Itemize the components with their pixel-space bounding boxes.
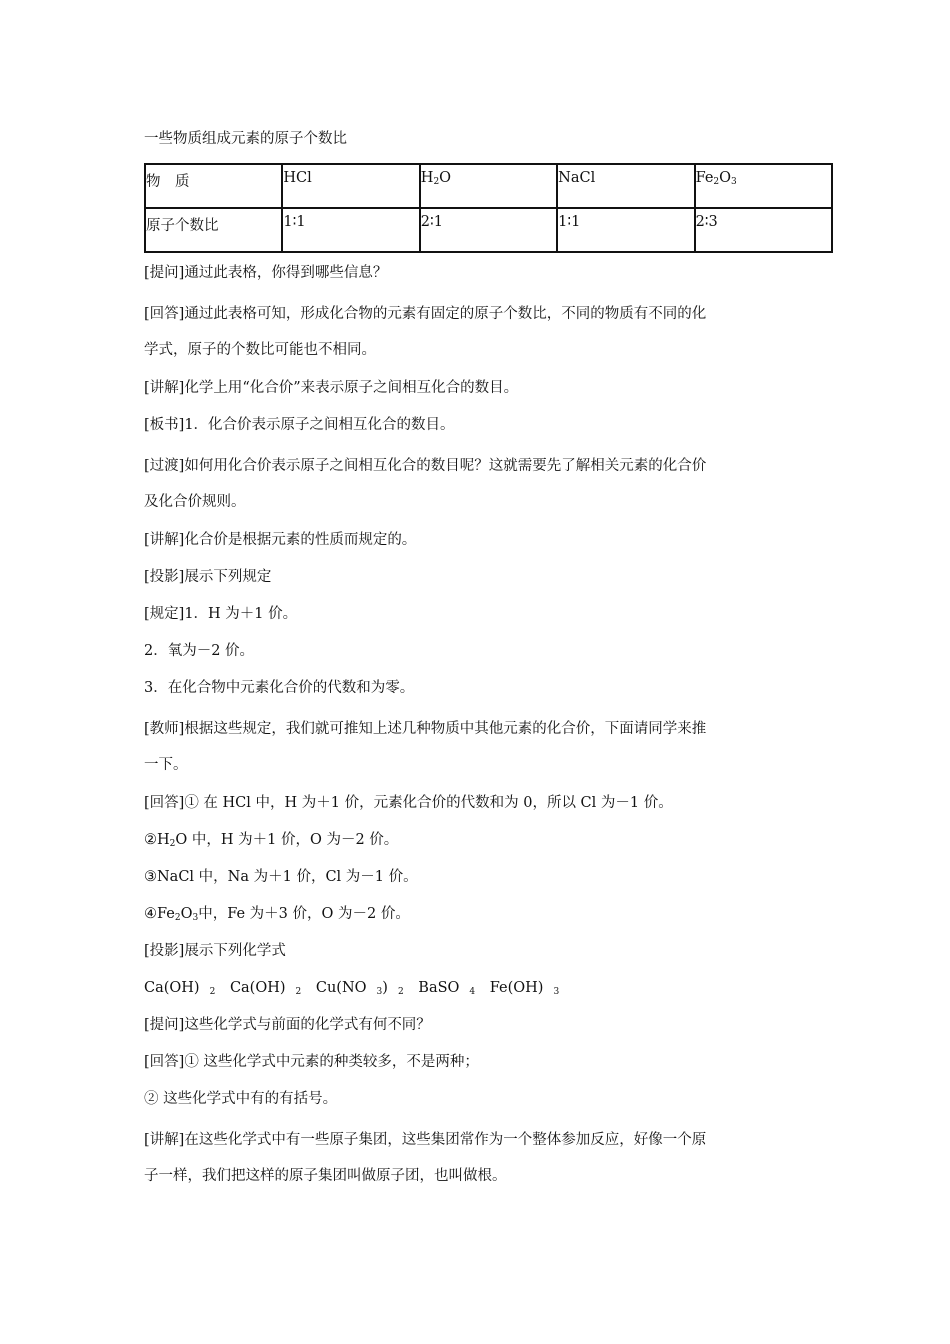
- table-row-substance: [145, 164, 832, 208]
- paragraph-rule-2: 2．氧为－2 价。: [144, 643, 255, 659]
- paragraph-answer-h2o: $②H_2O$ 中，H 为＋1 价，O 为－2 价。: [144, 832, 399, 849]
- paragraph-explain-3-cont: 子一样，我们把这样的原子集团叫做原子团，也叫做根。: [144, 1168, 507, 1184]
- formula-list: [144, 970, 834, 1007]
- paragraph-question-2: [提问]这些化学式与前面的化学式有何不同？: [144, 1017, 431, 1033]
- cell-substance-nacl: NaCl: [557, 164, 694, 208]
- paragraph-answer-2b: ② 这些化学式中有的有括号。: [144, 1091, 338, 1107]
- paragraph-transition-cont: 及化合价规则。: [144, 494, 246, 510]
- paragraph-projection-2: [投影]展示下列化学式: [144, 943, 286, 959]
- paragraph-rule-1: [规定]1．H 为＋1 价。: [144, 606, 298, 622]
- cell-substance-fe2o3: $Fe_2O_3$: [695, 164, 832, 208]
- row-header-substance: 物 质: [145, 164, 282, 208]
- row-header-ratio: 原子个数比: [145, 208, 282, 252]
- cell-ratio-hcl: 1∶1: [282, 208, 419, 252]
- paragraph-board-1: [板书]1．化合价表示原子之间相互化合的数目。: [144, 417, 455, 433]
- formula-item: BaSO $_4$: [418, 980, 476, 997]
- paragraph-teacher: [教师]根据这些规定，我们就可推知上述几种物质中其他元素的化合价，下面请同学来推: [144, 721, 707, 737]
- document-page: [144, 124, 834, 1196]
- paragraph-answer-2: [回答]① 这些化学式中元素的种类较多，不是两种；: [144, 1054, 479, 1070]
- paragraph-answer-fe2o3: $④Fe_2O_3$中，Fe 为＋3 价，O 为－2 价。: [144, 906, 410, 923]
- paragraph-explain-1: [讲解]化学上用“化合价”来表示原子之间相互化合的数目。: [144, 380, 519, 396]
- cell-substance-h2o: $H_2O$: [420, 164, 557, 208]
- paragraph-teacher-cont: 一下。: [144, 757, 188, 773]
- paragraph-answer-1-cont: 学式，原子的个数比可能也不相同。: [144, 342, 376, 358]
- paragraph-projection-1: [投影]展示下列规定: [144, 569, 272, 585]
- paragraph-answer-hcl: [回答]① 在 HCl 中，H 为＋1 价，元素化合价的代数和为 0，所以 Cl 为－1 价。: [144, 795, 673, 811]
- cell-ratio-nacl: 1∶1: [557, 208, 694, 252]
- paragraph-answer-1: [回答]通过此表格可知，形成化合物的元素有固定的原子个数比，不同的物质有不同的化: [144, 306, 707, 322]
- formula-item: Ca(OH) $_2$: [144, 980, 216, 997]
- paragraph-rule-3: 3．在化合物中元素化合价的代数和为零。: [144, 680, 415, 696]
- paragraph-transition: [过渡]如何用化合价表示原子之间相互化合的数目呢？这就需要先了解相关元素的化合价: [144, 458, 707, 474]
- atom-ratio-table: [144, 163, 833, 253]
- paragraph-question-1: [提问]通过此表格，你得到哪些信息？: [144, 265, 388, 281]
- formula-item: Fe(OH) $_3$: [489, 980, 560, 997]
- formula-item: Cu(NO $_3$) $_2$: [315, 980, 404, 997]
- cell-substance-hcl: HCl: [282, 164, 419, 208]
- table-row-ratio: [145, 208, 832, 252]
- paragraph-explain-2: [讲解]化合价是根据元素的性质而规定的。: [144, 532, 417, 548]
- cell-ratio-fe2o3: 2∶3: [695, 208, 832, 252]
- formula-item: Ca(OH) $_2$: [229, 980, 302, 997]
- paragraph-explain-3: [讲解]在这些化学式中有一些原子集团，这些集团常作为一个整体参加反应，好像一个原: [144, 1132, 707, 1148]
- cell-ratio-h2o: 2∶1: [420, 208, 557, 252]
- paragraph-answer-nacl: ③NaCl 中，Na 为＋1 价，Cl 为－1 价。: [144, 869, 418, 885]
- table-caption: 一些物质组成元素的原子个数比: [144, 131, 347, 147]
